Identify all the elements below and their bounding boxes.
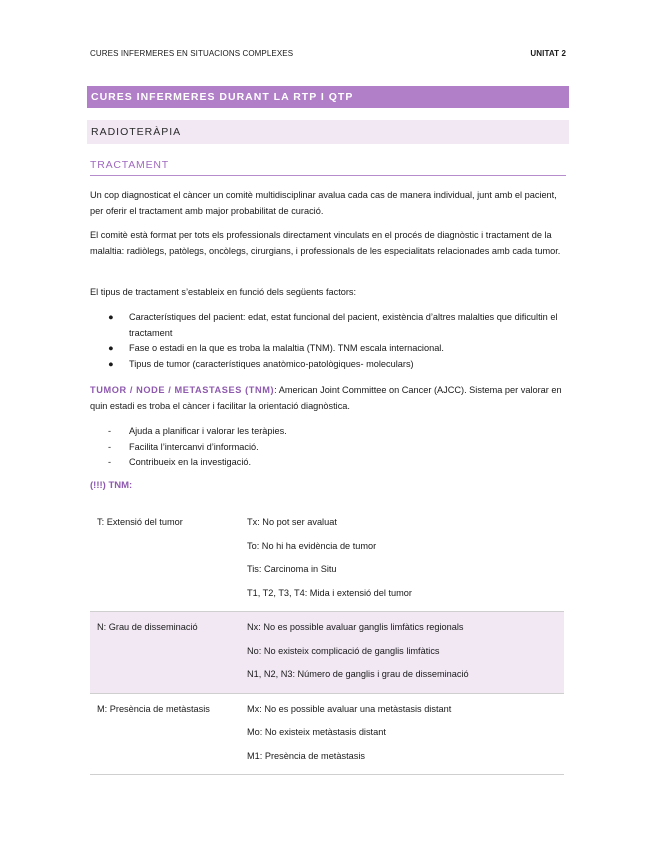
page-header [90, 49, 568, 58]
table-row [90, 693, 564, 775]
table-row [90, 507, 564, 612]
bullet-icon: ● [108, 343, 114, 353]
section-title: TRACTAMENT [90, 159, 566, 176]
dash-icon: - [108, 457, 112, 467]
tnm-description: : American Joint Committee on Cancer (AJCC). Sistema per valorar en quin estadi es troba el càncer i facilitar la orientació diagnòstica. [90, 385, 562, 411]
paragraph-tnm-intro [90, 383, 566, 414]
factor-text: Característiques del pacient: edat, estat funcional del pacient, existència d’altres malalties que dificultin el tractament [129, 312, 558, 338]
paragraph-intro: Un cop diagnosticat el càncer un comitè multidisciplinar avalua cada cas de manera individual, junt amb el pacient, per oferir el tractament amb major probabilitat de curació. [90, 190, 557, 216]
use-text: Contribueix en la investigació. [129, 457, 252, 467]
table-cell: Mo: No existeix metàstasis distant [247, 727, 386, 737]
use-text: Ajuda a planificar i valorar les teràpies. [129, 426, 287, 436]
dash-icon: - [108, 441, 112, 452]
table-row-values [247, 507, 564, 612]
header-unit: UNITAT 2 [530, 49, 566, 58]
table-cell: N1, N2, N3: Número de ganglis i grau de disseminació [247, 669, 469, 679]
tnm-uses-list [90, 424, 560, 471]
table-row-header: N: Grau de disseminació [90, 612, 247, 694]
paragraph-committee: El comitè està format per tots els professionals directament vinculats en el procés de diagnòstic i tractament de la malaltia: radiòlegs, patòlegs, oncòlegs, cirurgians, i professionals de les especialitats relacionades amb cada tumor. [90, 230, 561, 256]
table-cell: Tx: No pot ser avaluat [247, 517, 337, 527]
list-item [90, 310, 560, 341]
tnm-table [90, 507, 564, 775]
dash-icon: - [108, 426, 112, 436]
table-cell: T1, T2, T3, T4: Mida i extensió del tumor [247, 587, 412, 598]
list-item [90, 455, 560, 471]
chapter-banner: CURES INFERMERES DURANT LA RTP I QTP [87, 86, 569, 108]
list-item [90, 357, 560, 373]
bullet-icon: ● [108, 312, 114, 322]
table-cell: Mx: No es possible avaluar una metàstasis distant [247, 703, 452, 714]
subchapter-banner: RADIOTERÀPIA [87, 120, 569, 144]
tnm-term: TUMOR / NODE / METASTASES (TNM) [90, 385, 275, 395]
table-cell: To: No hi ha evidència de tumor [247, 540, 377, 551]
table-row-values [247, 612, 564, 694]
tnm-heading: (!!!) TNM: [90, 480, 133, 491]
table-cell: Tis: Carcinoma in Situ [247, 564, 337, 574]
paragraph-factors-intro: El tipus de tractament s’estableix en funció dels següents factors: [90, 287, 357, 297]
table-row [90, 612, 564, 694]
list-item [90, 341, 560, 357]
factors-list [90, 310, 560, 372]
header-course-title: CURES INFERMERES EN SITUACIONS COMPLEXES [90, 49, 294, 58]
table-cell: No: No existeix complicació de ganglis limfàtics [247, 645, 440, 656]
factor-text: Fase o estadi en la que es troba la malaltia (TNM). TNM escala internacional. [129, 343, 444, 353]
table-row-values [247, 693, 564, 775]
use-text: Facilita l’intercanvi d’informació. [129, 441, 259, 452]
list-item [90, 424, 560, 440]
table-row-header: T: Extensió del tumor [90, 507, 247, 612]
bullet-icon: ● [108, 358, 114, 369]
table-cell: Nx: No es possible avaluar ganglis limfàtics regionals [247, 622, 464, 632]
list-item [90, 440, 560, 456]
factor-text: Tipus de tumor (característiques anatòmico-patològiques- moleculars) [129, 358, 414, 369]
table-cell: M1: Presència de metàstasis [247, 750, 365, 761]
table-row-header: M: Presència de metàstasis [90, 693, 247, 775]
